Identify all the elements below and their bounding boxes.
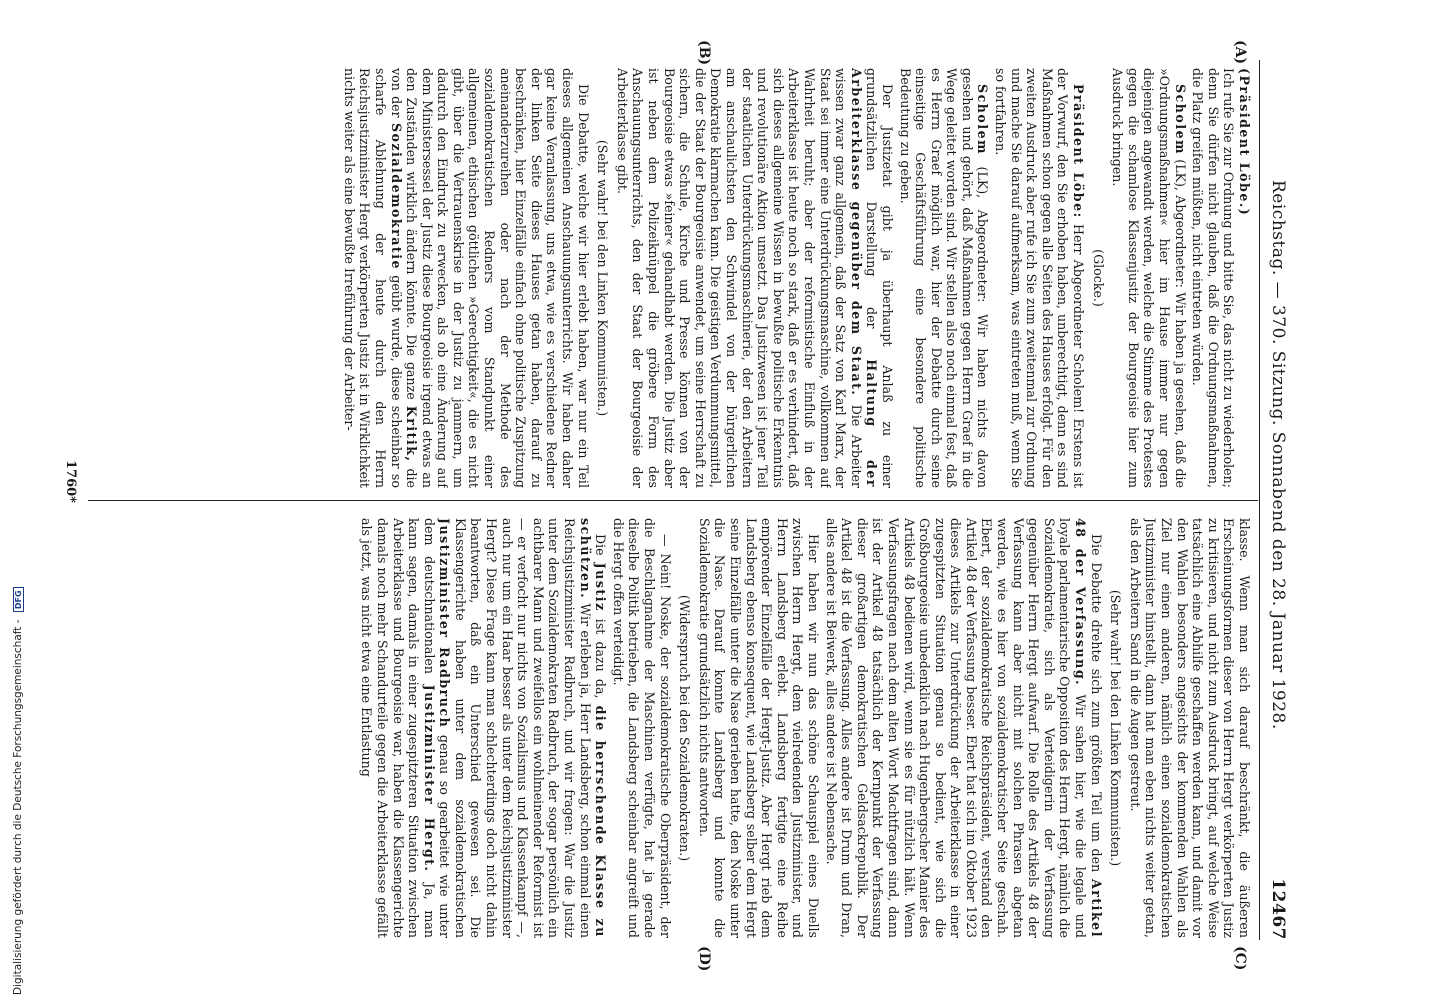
- dfg-logo: DFG: [13, 587, 24, 612]
- paragraph-text: die von der: [388, 68, 420, 488]
- paragraph-text: Herr Abgeordneter Scholem! Erstens ist der Vorwurf, den Sie erhoben haben, unberechtigt, denn es sind Maßnahmen schon gegen alle Seiten des Hauses erfolgt. Für den zweiten Ausdruck aber rufe ich Sie zum zweitenmal zur Ordnung und mache Sie darauf aufmerksam, was eintreten muß, wenn Sie so fortfahren.: [993, 68, 1087, 488]
- credit-text: Digitalisierung gefördert durch die Deutsche Forschungsgemeinschaft -: [12, 619, 24, 995]
- stage-direction: (Sehr wahr! bei den Linken Kommunisten.): [1108, 589, 1124, 867]
- emphasis-text: Haltung der Arbeiterklasse gegenüber dem Staat.: [848, 68, 880, 488]
- paragraph-text: Die Arbeiter wissen zwar ganz allgemein, daß der Satz von Karl Marx, der Staat sei immer eine Unterdrückungsmaschine, vollkommen auf Wahrheit beruht; aber der reformistische Einfluß in der Arbeiterklasse ist heute noch so stark, daß er es verhindert, daß sich dieses allgemeine Wissen in bewußte politische Erkenntnis und revolutionäre Aktion umsetzt. Das Justizwesen ist jener Teil der staatlichen Unterdrückungsmaschinerie, der den Arbeitern am anschaulichsten den Schwindel von der bürgerlichen Demokratie klarmachen kann. Die geistigen Verdummungsmittel, die der Staat der Bourgeoisie anwendet, um seine Herrschaft zu sichern, die Schule, Kirche und Presse können von der Bourgeoisie etwas »feiner« gehandhabt werden. Die Justiz aber ist neben dem Polizeiknüppel die gröbere Form des Anschauungsunterrichts, den der Staat der Bourgeoisie der Arbeiterklasse gibt.: [614, 68, 864, 488]
- emphasis-text: Justiz: [593, 562, 609, 612]
- paragraph: — Nein! Noske, der sozialdemokratische Oberpräsident, der die Beschlagnahme der Maschinen verfügte, hat ja gerade dieselbe Politik betrieben, die Landsberg scheinbar angreift und die Hergt offen verteidigt.: [610, 518, 673, 938]
- paragraph-text: Wir erleben ja, Herr Landsberg, schon einmal einen Reichsjustizminister Radbruch, und wir fragen: War die Justiz unter dem Sozialdemokraten Radbruch, der sogar persönlich ein achtbarer Mann und zweifellos ein wohlmeinender Reformist ist — er verfocht nur nichts von Sozialismus und Klassenkampf —, auch nur um ein Haar besser als unter dem Reichsjustizminister Hergt? Diese Frage kann man schlechterdings doch nicht dahin beantworten, daß ein Unterschied gewesen sei. Die Klassengerichte haben unter dem sozialdemokratischen: [452, 518, 593, 938]
- header-rule: [1259, 60, 1260, 940]
- emphasis-text: Justizminister Radbruch: [437, 518, 453, 729]
- paragraph: klasse. Wenn man sich darauf beschränkt, die äußeren Erscheinungsformen dieser von Herrn Hergt verkörperten Justiz zu kritisieren, und nicht zum Ausdruck bringt, auf welche Weise tatsächlich eine Abhilfe geschaffen werden kann, und damit vor den Wahlen besonders angesichts der kommenden Wahlen als Ziel nur einen anderen, nämlich einen sozialdemokratischen Justizminister hinstellt, dann hat man eben nichts weiter getan, als den Arbeitern Sand in die Augen gestreut.: [1127, 518, 1252, 938]
- paragraph-text: Die: [593, 534, 609, 556]
- margin-marker-d: (D): [696, 946, 712, 972]
- paragraph: [359, 518, 609, 938]
- margin-marker-b: (B): [696, 40, 712, 66]
- emphasis-text: Artikel 48 der Verfassung.: [1073, 518, 1104, 938]
- paragraph-text: Der Justizetat gibt ja überhaupt Anlaß zu einer grundsätzlichen Darstellung der: [864, 68, 895, 488]
- speaker-name: (Präsident Löbe.): [1237, 68, 1252, 217]
- paragraph-text: ist dazu da,: [593, 618, 609, 699]
- paragraph: Hier haben wir nun das schöne Schauspiel eines Duells zwischen Herrn Hergt, dem vielredenden Justizminister, und Herrn Landsberg erlebt. Landsberg fertigte eine Reihe empörender Einzelfälle der Hergt-Justiz. Aber Hergt rieb dem Landsberg ebenso konsequent, wie Landsberg selber dem Hergt seine Einzelfälle unter die Nase gerieben hatte, den Noske unter die Nase. Darauf konnte Landsberg und konnte die Sozialdemokratie grundsätzlich nichts antworten.: [696, 518, 821, 938]
- digitization-credit: [12, 587, 24, 995]
- paragraph: [341, 68, 591, 488]
- page-number: 12467: [1268, 878, 1288, 940]
- paragraph-text: geübt wurde, diese scheinbar so scharfe Ablehnung der heute durch den Herrn Reichsjustizminister Hergt verkörperten Justiz ist in Wirklichkeit nichts weiter als eine bewußte Irreführung der Arbeiter-: [341, 68, 404, 488]
- paragraph-text: Die Debatte drehte sich zum größten Teil um den: [1088, 534, 1104, 873]
- stage-direction: (Widerspruch bei den Sozialdemokraten.): [677, 594, 693, 862]
- paragraph-text: Ja, man kann sagen, damals in einer zugespitzteren Situation zwischen Arbeiterklasse und Bourgeoisie war, haben die Klassengerichte damals noch mehr Schandurteile gegen die Arbeiterklasse gefällt als jetzt, was nicht etwa eine Entlastung: [359, 518, 437, 938]
- paragraph: [823, 518, 1104, 938]
- paragraph-text: (LK), Abgeordneter: Wir haben ja gesehen, daß die »Ordnungsmaßnahmen« hier im Hause immer nur gegen diejenigen angewandt werden, welche die Stimme des Protestes gegen die schamlose Klassenjustiz der Bourgeoisie hier zum Ausdruck bringen.: [1110, 68, 1188, 488]
- margin-marker-a: (A): [1232, 40, 1248, 65]
- emphasis-text: Sozialdemokratie: [388, 122, 404, 270]
- paragraph: [897, 68, 991, 488]
- margin-marker-c: (C): [1232, 946, 1248, 971]
- emphasis-text: die herrschende Klasse zu schützen.: [577, 518, 609, 938]
- page-header: [1262, 60, 1288, 940]
- paragraph: [993, 68, 1087, 488]
- left-column: [92, 68, 1252, 488]
- speaker-name: Scholem: [1172, 84, 1188, 155]
- speaker-name: Präsident Löbe:: [1071, 84, 1087, 219]
- right-column: [92, 518, 1252, 938]
- paragraph: [1110, 68, 1188, 488]
- stage-direction: (Glocke.): [1090, 249, 1106, 307]
- paragraph-text: Wir sahen hier, wie die legale und loyale parlamentarische Opposition des Herrn Hergt, nämlich die Sozialdemokratie, sich als Verteidigerin der Verfassung gegenüber Herrn Hergt aufwarf. Die Rolle des Artikels 48 der Verfassung kann aber nicht mit solchen Phrasen abgetan werden, wie es hier von sozialdemokratischer Seite geschah. Ebert, der sozialdemokratische Reichspräsident, verstand den Artikel 48 der Verfassung besser. Ebert hat sich im Oktober 1923 dieses Artikels zur Unterdrückung der Arbeiterklasse in einer zugespitzten Situation genau so bedient, wie sich die Großbourgeoisie unbedenklich nach Hugenbergscher Manier des Artikels 48 bedienen wird, wenn sie es für nützlich hält. Wenn Verfassungsfragen nach dem alten Wort Machtfragen sind, dann ist der Artikel 48 tatsächlich der Kernpunkt der Verfassung dieser großartigen demokratischen Geldsackrepublik. Der Artikel 48 ist die Verfassung. Alles andere ist Drum und Dran, alles andere ist Beiwerk, alles andere ist Nebensache.: [823, 518, 1089, 938]
- header-title: Reichstag. — 370. Sitzung. Sonnabend den 28. Januar 1928.: [1268, 180, 1288, 730]
- stage-direction: (Sehr wahr! bei den Linken Kommunisten.): [595, 139, 611, 417]
- page-signature: 1760*: [63, 460, 78, 503]
- paragraph: [614, 68, 895, 488]
- column-divider: [88, 500, 1258, 501]
- paragraph-text: Die Debatte, welche wir hier erlebt haben, war nur ein Teil dieses allgemeinen Anschauungsunterrichts. Wir haben daher gar keine Veranlassung, uns etwa, wie es verschiedene Redner der linken Seite dieses Hauses getan haben, darauf zu beschränken, hier Einzelfälle einfach ohne politische Zuspitzung aneinanderzureihen oder nach der Methode des sozialdemokratischen Redners vom Standpunkt einer allgemeinen, ethischen göttlichen »Gerechtigkeit«, die es nicht gibt, über die Vertrauenskrise in der Justiz zu jammern, um dadurch den Eindruck zu erwecken, als ob eine Änderung auf dem Ministersessel der Justiz diese Bourgeoisie irgend etwas an den Zuständen wirklich ändern könnte. Die ganze: [404, 68, 591, 488]
- paragraph-text: Ich rufe Sie zur Ordnung und bitte Sie, das nicht zu wiederholen; denn Sie dürfen nicht glauben, daß die Ordnungsmaßnahmen, die Platz greifen müßten, nicht eintreten würden.: [1190, 68, 1237, 488]
- emphasis-text: Kritik,: [404, 405, 420, 463]
- paragraph-text: (LK), Abgeordneter: Wir haben nichts davon gesehen und gehört, daß Maßnahmen gegen Herrn Graef in die Wege geleitet worden sind. Wir stellen also noch einmal fest, daß es Herrn Graef möglich war, hier der Debatte durch seine einseitige Geschäftsführung eine besondere politische Bedeutung zu geben.: [897, 68, 991, 488]
- paragraph: [1190, 68, 1252, 488]
- paragraph-text: genau so gearbeitet wie unter dem deutschnationalen: [421, 518, 453, 938]
- speaker-name: Scholem: [975, 84, 991, 155]
- emphasis-text: Justizminister Hergt.: [421, 684, 437, 873]
